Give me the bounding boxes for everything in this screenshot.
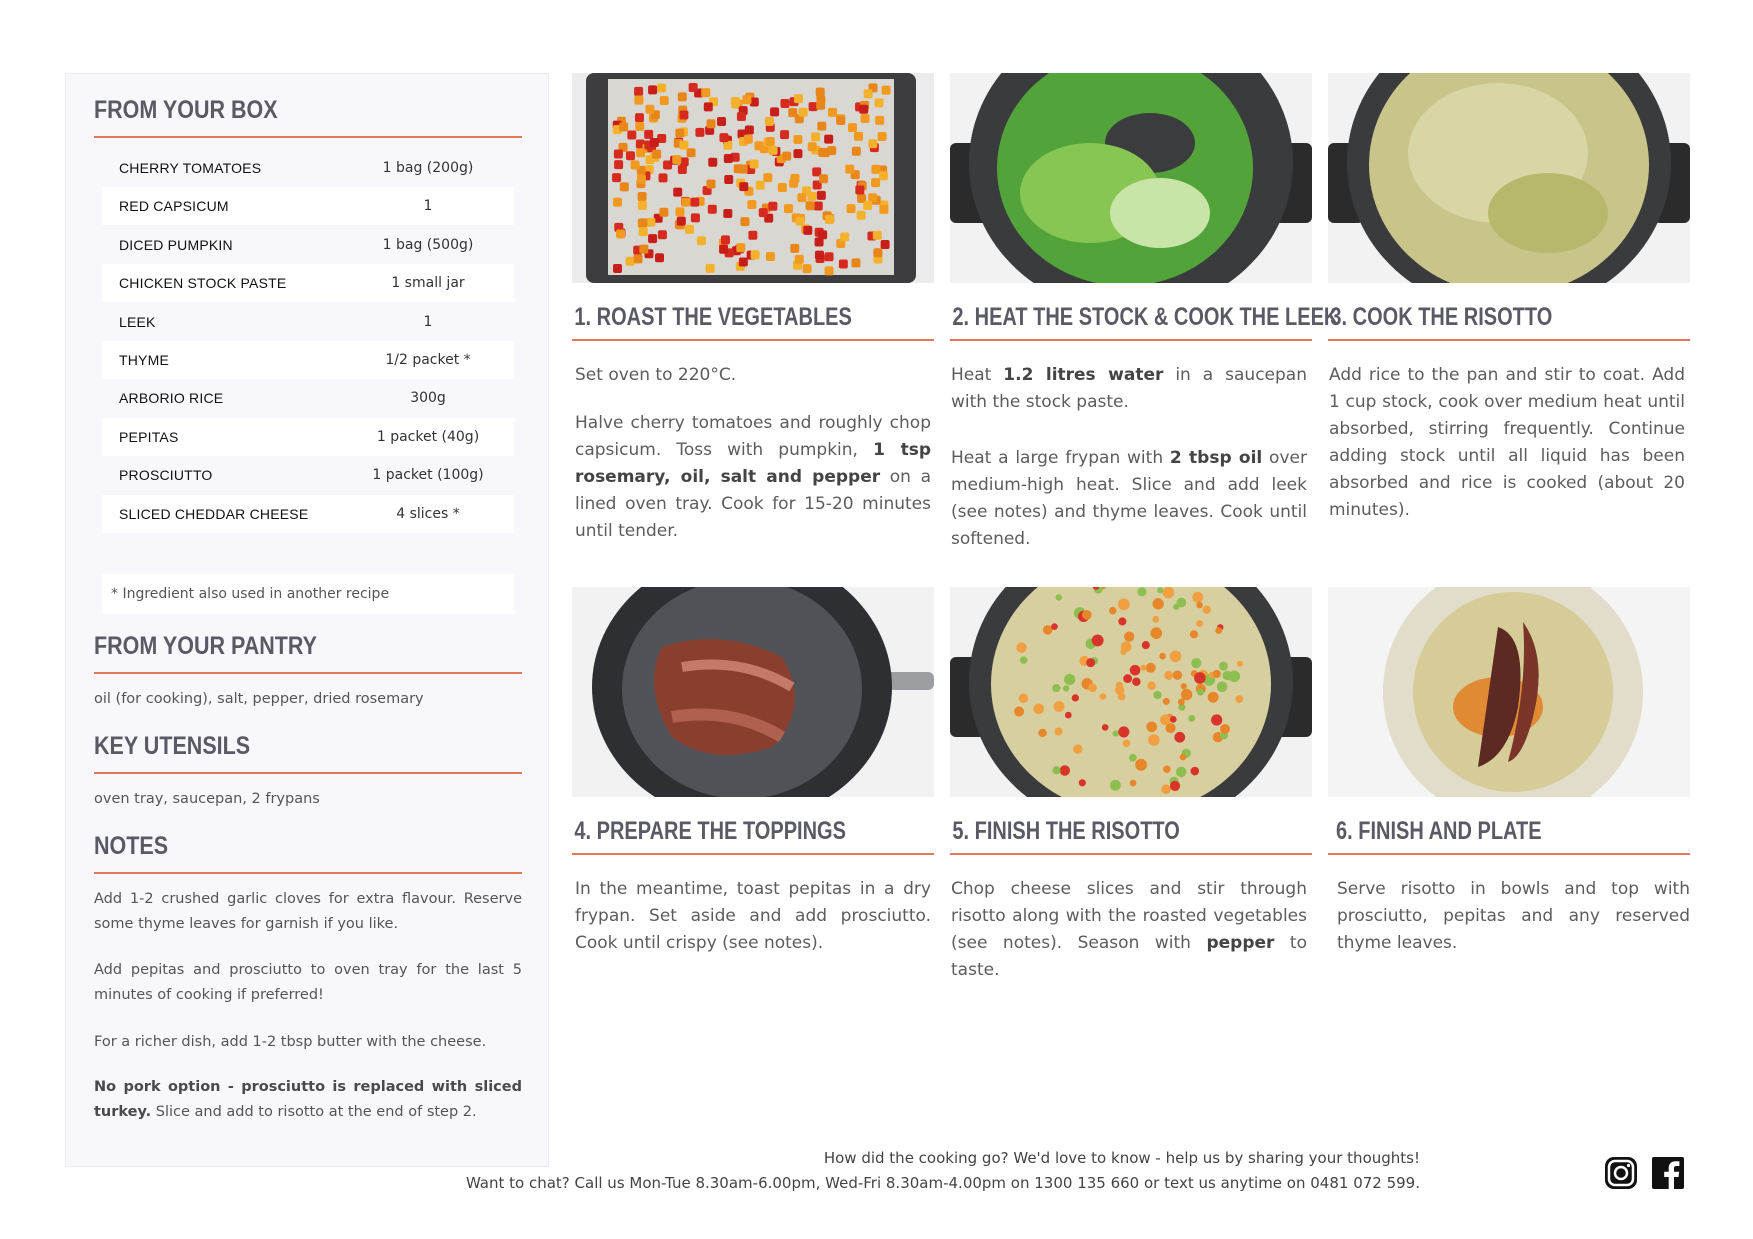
note-item: Add pepitas and prosciutto to oven tray for the last 5 minutes of cooking if preferred! [94,962,522,1003]
photo-risotto-pan [1328,73,1690,283]
notes-heading: NOTES [94,832,522,874]
footer-contact-text: Want to chat? Call us Mon-Tue 8.30am-6.00pm, Wed-Fri 8.30am-4.00pm on 1300 135 660 or text us anytime on 0481 072 599. [465,1174,1420,1192]
from-your-pantry-heading: FROM YOUR PANTRY [94,632,522,674]
key-utensils-heading: KEY UTENSILS [94,732,522,774]
ingredients-panel [65,73,549,1167]
ingredient-row: PEPITAS 1 packet (40g) [102,418,514,456]
utensils-text: oven tray, saucepan, 2 frypans [94,791,320,807]
step-1-title: 1. ROAST THE VEGETABLES [572,303,934,341]
ingredient-row: ARBORIO RICE 300g [119,390,446,406]
photo-prosciutto-frypan [572,587,934,797]
footer-feedback-text: How did the cooking go? We'd love to know - help us by sharing your thoughts! [823,1149,1420,1167]
facebook-icon[interactable] [1650,1155,1686,1191]
step-4-text: In the meantime, toast pepitas in a dry frypan. Set aside and add prosciutto. Cook until crispy (see notes). [575,879,931,953]
step-2-text: Heat 1.2 litres water in a saucepan with the stock paste. Heat a large frypan with 2 tbsp oil over medium-high heat. Slice and add leek (see notes) and thyme leaves. Cook until softened. [951,365,1307,549]
ingredient-row: PROSCIUTTO 1 packet (100g) [119,467,484,483]
photo-leek-pan [950,73,1312,283]
photo-finished-risotto-pan [950,587,1312,797]
from-your-box-heading: FROM YOUR BOX [94,96,522,138]
step-1-text: Set oven to 220°C. Halve cherry tomatoes and roughly chop capsicum. Toss with pumpkin, 1 tsp rosemary, oil, salt and pepper on a lined oven tray. Cook for 15-20 minutes until tender. [575,365,932,541]
note-item: Add 1-2 crushed garlic cloves for extra flavour. Reserve some thyme leaves for garnish if you like. [94,891,522,932]
pantry-text: oil (for cooking), salt, pepper, dried rosemary [94,691,424,707]
step-3-text: Add rice to the pan and stir to coat. Add 1 cup stock, cook over medium heat until absorbed, stirring frequently. Continue adding stock until all liquid has been absorbed and rice is cooked (about 20 minutes). [1329,365,1685,520]
step-4-title: 4. PREPARE THE TOPPINGS [572,817,934,855]
step-2-title: 2. HEAT THE STOCK & COOK THE LEEK [950,303,1312,341]
ingredient-row: THYME 1/2 packet * [102,341,514,379]
instagram-icon[interactable] [1603,1155,1639,1191]
ingredient-row: CHERRY TOMATOES 1 bag (200g) [119,160,474,176]
ingredient-row: SLICED CHEDDAR CHEESE 4 slices * [102,495,514,533]
ingredient-row: RED CAPSICUM 1 [102,187,514,225]
photo-roast-vegetables [572,73,934,283]
step-5-title: 5. FINISH THE RISOTTO [950,817,1312,855]
ingredient-row: LEEK 1 [119,314,433,330]
photo-plated-risotto [1328,587,1690,797]
step-3-title: 3. COOK THE RISOTTO [1328,303,1690,341]
ingredient-row: CHICKEN STOCK PASTE 1 small jar [102,264,514,302]
note-item: For a richer dish, add 1-2 tbsp butter with the cheese. [94,1034,487,1050]
step-6-title: 6. FINISH AND PLATE [1328,817,1690,855]
step-6-text: Serve risotto in bowls and top with prosciutto, pepitas and any reserved thyme leaves. [1337,879,1690,953]
step-5-text: Chop cheese slices and stir through risotto along with the roasted vegetables (see notes). Season with pepper to taste. [951,879,1307,980]
note-item-pork: No pork option - prosciutto is replaced with sliced turkey. Slice and add to risotto at the end of step 2. [94,1079,522,1120]
ingredient-footnote: * Ingredient also used in another recipe [102,574,514,614]
ingredient-row: DICED PUMPKIN 1 bag (500g) [119,237,474,253]
